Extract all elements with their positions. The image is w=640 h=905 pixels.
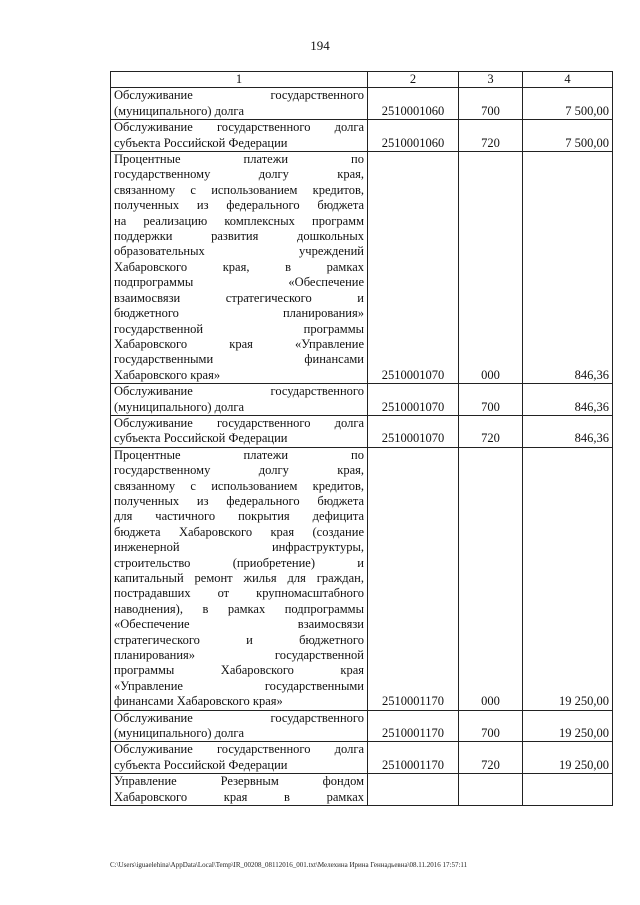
row-type-cell: 700 xyxy=(459,88,523,120)
header-col-2: 2 xyxy=(368,72,459,88)
row-name-line: Обслуживание государственного xyxy=(114,710,364,725)
row-amount-cell: 19 250,00 xyxy=(523,447,613,710)
row-name-line: Процентные платежи по xyxy=(114,447,364,462)
table-row xyxy=(111,88,613,120)
row-name-line: бюджета Хабаровского края (создание xyxy=(114,524,364,539)
row-name-line: связанному с использованием кредитов, xyxy=(114,182,364,197)
row-name-line: программы Хабаровского края xyxy=(114,663,364,678)
row-type-cell: 000 xyxy=(459,447,523,710)
table-header-row xyxy=(111,72,613,88)
row-type-cell: 700 xyxy=(459,384,523,416)
table-body xyxy=(111,88,613,806)
row-code-cell: 2510001170 xyxy=(368,710,459,742)
row-name-line: государственной программы xyxy=(114,321,364,336)
budget-table xyxy=(110,71,613,806)
row-name-line: бюджетного планирования» xyxy=(114,306,364,321)
row-name-line: взаимосвязи стратегического и xyxy=(114,290,364,305)
row-amount-cell xyxy=(523,774,613,806)
table-row xyxy=(111,415,613,447)
row-name-cell xyxy=(111,742,368,774)
row-amount-cell: 19 250,00 xyxy=(523,742,613,774)
row-code-cell: 2510001170 xyxy=(368,742,459,774)
row-name-line: (муниципального) долга xyxy=(114,103,245,118)
row-code-cell: 2510001070 xyxy=(368,415,459,447)
row-name-line: государственному долгу края, xyxy=(114,463,364,478)
row-name-line: полученных из федерального бюджета xyxy=(114,493,364,508)
row-name-line: пострадавших от крупномасштабного xyxy=(114,586,364,601)
table-row xyxy=(111,384,613,416)
row-name-line: инженерной инфраструктуры, xyxy=(114,540,364,555)
row-name-cell xyxy=(111,120,368,152)
row-code-cell: 2510001060 xyxy=(368,120,459,152)
row-name-cell xyxy=(111,415,368,447)
row-name-line: (муниципального) долга xyxy=(114,726,245,741)
row-name-line: «Обеспечение взаимосвязи xyxy=(114,617,364,632)
row-code-cell: 2510001060 xyxy=(368,88,459,120)
row-amount-cell: 846,36 xyxy=(523,384,613,416)
row-name-line: Управление Резервным фондом xyxy=(114,774,364,789)
row-name-cell xyxy=(111,447,368,710)
table-row xyxy=(111,742,613,774)
row-name-line: субъекта Российской Федерации xyxy=(114,757,288,772)
row-name-line: Обслуживание государственного xyxy=(114,384,364,399)
row-amount-cell: 7 500,00 xyxy=(523,88,613,120)
row-name-line: Хабаровского края «Управление xyxy=(114,336,364,351)
table-row xyxy=(111,710,613,742)
row-code-cell: 2510001170 xyxy=(368,447,459,710)
header-col-1: 1 xyxy=(111,72,368,88)
row-name-cell xyxy=(111,774,368,806)
row-amount-cell: 846,36 xyxy=(523,415,613,447)
row-name-line: государственными финансами xyxy=(114,352,364,367)
row-name-line: субъекта Российской Федерации xyxy=(114,431,288,446)
row-amount-cell: 846,36 xyxy=(523,152,613,384)
row-name-line: государственному долгу края, xyxy=(114,167,364,182)
row-type-cell: 700 xyxy=(459,710,523,742)
row-amount-cell: 19 250,00 xyxy=(523,710,613,742)
row-name-line: подпрограммы «Обеспечение xyxy=(114,275,364,290)
row-code-cell: 2510001070 xyxy=(368,384,459,416)
row-name-line: Хабаровского края, в рамках xyxy=(114,259,364,274)
row-name-cell xyxy=(111,384,368,416)
row-name-line: (муниципального) долга xyxy=(114,399,245,414)
row-name-cell xyxy=(111,88,368,120)
page-number: 194 xyxy=(310,38,330,53)
row-type-cell: 720 xyxy=(459,120,523,152)
row-name-line: строительство (приобретение) и xyxy=(114,555,364,570)
row-amount-cell: 7 500,00 xyxy=(523,120,613,152)
table-row xyxy=(111,447,613,710)
row-name-cell xyxy=(111,710,368,742)
header-col-3: 3 xyxy=(459,72,523,88)
row-type-cell xyxy=(459,774,523,806)
table-row xyxy=(111,152,613,384)
row-name-line: планирования» государственной xyxy=(114,648,364,663)
header-col-4: 4 xyxy=(523,72,613,88)
table-row-partial xyxy=(111,774,613,806)
row-name-line: Хабаровского края» xyxy=(114,367,221,382)
row-name-line: Процентные платежи по xyxy=(114,152,364,167)
row-name-line: субъекта Российской Федерации xyxy=(114,135,288,150)
row-type-cell: 720 xyxy=(459,742,523,774)
row-code-cell xyxy=(368,774,459,806)
row-name-line: Обслуживание государственного долга xyxy=(114,742,364,757)
row-name-line: Обслуживание государственного долга xyxy=(114,120,364,135)
row-name-line: образовательных учреждений xyxy=(114,244,364,259)
row-name-line: связанному с использованием кредитов, xyxy=(114,478,364,493)
row-name-line: на реализацию комплексных программ xyxy=(114,213,364,228)
row-name-line: капитальный ремонт жилья для граждан, xyxy=(114,571,364,585)
row-name-line: поддержки развития дошкольных xyxy=(114,229,364,244)
row-name-line: стратегического и бюджетного xyxy=(114,632,364,647)
file-path-footer: C:\Users\iguaelehina\AppData\Local\Temp\IR_00208_08112016_001.txt\Мелехина Ирина Геннадьевна\08.11.2016 17:57:11 xyxy=(110,861,468,869)
row-name-line: Хабаровского края в рамках xyxy=(114,789,364,804)
row-name-line: Обслуживание государственного долга xyxy=(114,415,364,430)
row-name-line: для частичного покрытия дефицита xyxy=(114,509,364,524)
table-row xyxy=(111,120,613,152)
row-name-line: наводнения), в рамках подпрограммы xyxy=(114,601,364,616)
row-name-line: Обслуживание государственного xyxy=(114,88,364,103)
row-code-cell: 2510001070 xyxy=(368,152,459,384)
row-name-line: полученных из федерального бюджета xyxy=(114,198,364,213)
row-type-cell: 000 xyxy=(459,152,523,384)
row-name-cell xyxy=(111,152,368,384)
row-type-cell: 720 xyxy=(459,415,523,447)
row-name-line: финансами Хабаровского края» xyxy=(114,694,283,709)
row-name-line: «Управление государственными xyxy=(114,678,364,693)
